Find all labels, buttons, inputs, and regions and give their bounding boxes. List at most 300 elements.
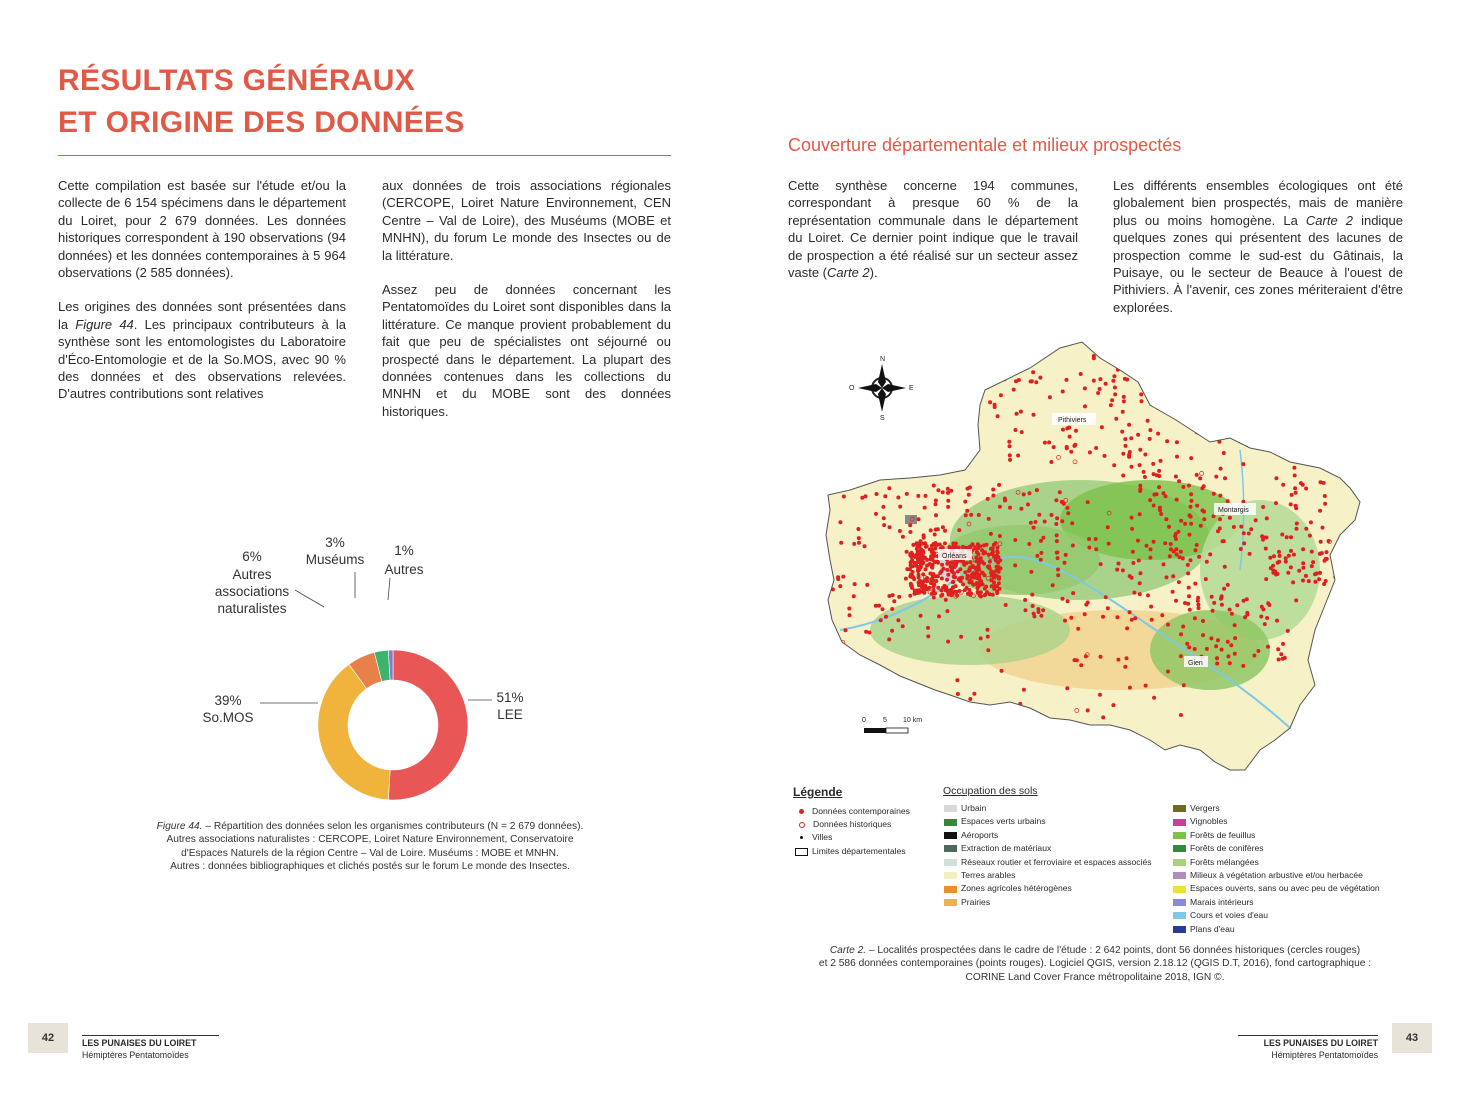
map-point: [1233, 636, 1237, 640]
map-point: [1050, 513, 1054, 517]
map-point: [945, 568, 949, 572]
map-point: [968, 580, 972, 584]
map-point: [1086, 601, 1090, 605]
map-point: [1107, 542, 1111, 546]
map-point: [922, 588, 926, 592]
map-point: [1028, 491, 1032, 495]
map-point: [1136, 433, 1140, 437]
map-point: [991, 593, 995, 597]
map-point: [1228, 516, 1232, 520]
map-point: [1037, 610, 1041, 614]
map-point: [1031, 370, 1035, 374]
map-point: [1019, 410, 1023, 414]
map-point: [1157, 474, 1161, 478]
map-point: [993, 714, 997, 718]
map-point: [1148, 556, 1152, 560]
figure-reference: Figure 44: [75, 316, 134, 332]
map-point: [1214, 475, 1218, 479]
map-point: [931, 572, 935, 576]
map-point: [905, 550, 909, 554]
map-point: [931, 558, 935, 562]
map-point: [1113, 357, 1117, 361]
footer-title-right: LES PUNAISES DU LOIRET: [1263, 1038, 1378, 1048]
map-point: [848, 483, 852, 487]
map-point: [1047, 440, 1051, 444]
map-point: [983, 593, 987, 597]
map-point: [1116, 658, 1120, 662]
map-point: [925, 558, 929, 562]
map-point: [959, 635, 963, 639]
map-point: [1056, 568, 1060, 572]
map-point: [1123, 665, 1127, 669]
map-point: [890, 629, 894, 633]
map-point: [1087, 546, 1091, 550]
map-point: [1168, 554, 1172, 558]
map-point: [952, 575, 956, 579]
map-caption: Carte 2. – Localités prospectées dans le cadre de l'étude : 2 642 points, dont 56 données historiques (cercles rouges) et 2 586 données contemporaines (points rouges). Logiciel QGIS, version 2.18.12 (QGIS D.T, 2016), fond cartographique : CORINE Land Cover France métropolitaine 2018, IGN ©.: [818, 945, 1372, 983]
legend-label: Extraction de matériaux: [961, 843, 1052, 854]
map-point: [943, 541, 947, 545]
map-point: [914, 553, 918, 557]
map-point: [1123, 437, 1127, 441]
map-point: [988, 400, 992, 404]
map-point: [1138, 512, 1142, 516]
map-point: [1193, 647, 1197, 651]
map-point: [985, 590, 989, 594]
map-point: [833, 639, 837, 643]
map-point: [1179, 713, 1183, 717]
map-point: [1130, 465, 1134, 469]
map-point: [1058, 490, 1062, 494]
map-point: [1072, 444, 1076, 448]
map-point: [938, 543, 942, 547]
map-point: [1162, 491, 1166, 495]
map-point: [1156, 432, 1160, 436]
map-point: [838, 584, 842, 588]
map-point: [986, 635, 990, 639]
map-point: [1130, 516, 1134, 520]
map-point: [844, 628, 848, 632]
land-use-legend-item: [944, 883, 1072, 894]
map-point: [977, 566, 981, 570]
map-point: [934, 513, 938, 517]
map-point: [977, 573, 981, 577]
slice-label: Autres: [384, 562, 424, 577]
legend-swatch: [1173, 926, 1186, 933]
map-point: [1029, 521, 1033, 525]
map-point: [990, 547, 994, 551]
map-point: [1179, 632, 1183, 636]
map-point: [1061, 428, 1065, 432]
map-point: [926, 626, 930, 630]
map-point: [1143, 475, 1147, 479]
map-point: [1152, 365, 1156, 369]
legend-label: Zones agricoles hétérogènes: [961, 883, 1072, 894]
map-point: [1242, 541, 1246, 545]
map-point: [940, 577, 944, 581]
slice-label: Autres: [232, 567, 272, 582]
map-point: [1311, 560, 1315, 564]
map-point: [1124, 356, 1128, 360]
map-point: [980, 560, 984, 564]
map-point: [896, 618, 900, 622]
map-point: [1236, 429, 1240, 433]
map-point: [1289, 502, 1293, 506]
map-point: [1162, 562, 1166, 566]
legend-label: Prairies: [961, 896, 991, 907]
map-point: [1104, 595, 1108, 599]
map-point: [1054, 498, 1058, 502]
map-point: [1039, 558, 1043, 562]
map-point: [1181, 625, 1185, 629]
map-point: [1199, 524, 1203, 528]
map-point: [1123, 377, 1127, 381]
map-point: [1289, 535, 1293, 539]
map-point: [1226, 640, 1230, 644]
map-point: [1008, 444, 1012, 448]
map-point: [1183, 601, 1187, 605]
paragraph: Cette synthèse concerne 194 communes, correspondant à presque 60 % de la représentation communale dans le département du Loiret. Ce dernier point indique que le travail de prospection a été réalisé sur un secteur assez vaste (Carte 2).: [788, 178, 1078, 281]
map-point: [1034, 380, 1038, 384]
map-point: [1193, 616, 1197, 620]
map-point: [956, 570, 960, 574]
map-point: [875, 492, 879, 496]
map-point: [1054, 522, 1058, 526]
map-point: [1175, 552, 1179, 556]
map-point: [987, 517, 991, 521]
map-point: [1286, 571, 1290, 575]
map-point: [1229, 643, 1233, 647]
map-point: [919, 614, 923, 618]
map-point: [963, 588, 967, 592]
map-point: [1195, 504, 1199, 508]
map-point: [1239, 525, 1243, 529]
map-point: [1061, 597, 1065, 601]
land-use-legend-item: [1173, 910, 1268, 921]
map-point: [1157, 399, 1161, 403]
map-point: [1151, 462, 1155, 466]
map-point: [1052, 445, 1056, 449]
map-point: [1138, 463, 1142, 467]
legend-label: Forêts de feuillus: [1190, 829, 1256, 840]
map-point: [1218, 494, 1222, 498]
map-point: [1043, 520, 1047, 524]
map-point: [1012, 706, 1016, 710]
map-point: [1140, 399, 1144, 403]
map-point: [924, 567, 928, 571]
map-point: [996, 709, 1000, 713]
map-point: [1266, 645, 1270, 649]
map-point: [1248, 552, 1252, 556]
map-point: [1313, 580, 1317, 584]
map-point: [910, 586, 914, 590]
map-point: [897, 595, 901, 599]
map-point: [1177, 580, 1181, 584]
map-point: [1317, 577, 1321, 581]
map-point: [1142, 470, 1146, 474]
map-point: [1138, 581, 1142, 585]
map-point: [901, 624, 905, 628]
map-point: [1186, 563, 1190, 567]
legend-swatch: [1173, 899, 1186, 906]
map-point: [1148, 437, 1152, 441]
map-point: [1066, 511, 1070, 515]
map-point: [1128, 574, 1132, 578]
map-point: [1319, 540, 1323, 544]
map-point: [1174, 532, 1178, 536]
map-point: [1157, 485, 1161, 489]
map-point: [887, 486, 891, 490]
map-point: [937, 614, 941, 618]
map-point: [1220, 603, 1224, 607]
map-point: [951, 542, 955, 546]
legend-title: Légende: [793, 785, 843, 799]
map-point: [1138, 487, 1142, 491]
map-point: [1128, 686, 1132, 690]
legend-swatch: [944, 845, 957, 852]
map-point: [1148, 380, 1152, 384]
legend-item-contemporary: Données contemporaines: [797, 806, 910, 817]
map-point: [1144, 684, 1148, 688]
map-point: [1147, 387, 1151, 391]
map-point: [1265, 536, 1269, 540]
map-point: [1160, 613, 1164, 617]
map-point: [996, 546, 1000, 550]
map-point: [1056, 573, 1060, 577]
map-point: [945, 578, 949, 582]
map-point: [1125, 656, 1129, 660]
map-point: [946, 589, 950, 593]
map-point: [931, 578, 935, 582]
map-point: [1131, 561, 1135, 565]
legend-label: Espaces ouverts, sans ou avec peu de végétation: [1190, 883, 1380, 894]
map-point: [1219, 467, 1223, 471]
map-point: [940, 563, 944, 567]
map-point: [1000, 669, 1004, 673]
scale-bar: [862, 717, 922, 733]
map-point: [1086, 500, 1090, 504]
map-point: [1060, 500, 1064, 504]
map-point: [1293, 474, 1297, 478]
slice-label: 3%: [325, 535, 345, 550]
map-point: [1287, 554, 1291, 558]
map-point: [932, 484, 936, 488]
map-point: [1115, 615, 1119, 619]
legend-swatch: [944, 859, 957, 866]
map-point: [1272, 554, 1276, 558]
map-point: [1041, 608, 1045, 612]
map-point: [1284, 556, 1288, 560]
paragraph: Les origines des données sont présentées dans la Figure 44. Les principaux contributeurs à la synthèse sont les entomologistes du Laboratoire d'Éco-Entomologie et de la So.MOS, avec 90 % des données et des observations relevées. D'autres contributions sont relatives: [58, 299, 347, 402]
map-point: [1043, 441, 1047, 445]
map-point: [1323, 502, 1327, 506]
map-point: [933, 547, 937, 551]
map-point: [1007, 440, 1011, 444]
legend-swatch: [944, 886, 957, 893]
map-point: [936, 561, 940, 565]
map-point: [1098, 693, 1102, 697]
map-point: [1228, 608, 1232, 612]
map-point: [976, 557, 980, 561]
donut-slice: [318, 664, 390, 800]
page-number-right: 43: [1392, 1023, 1432, 1053]
map-point: [1138, 592, 1142, 596]
map-point: [924, 494, 928, 498]
map-point: [999, 393, 1003, 397]
map-point: [1066, 506, 1070, 510]
map-point: [1196, 596, 1200, 600]
map-point: [863, 544, 867, 548]
map-point: [1088, 450, 1092, 454]
map-point: [990, 552, 994, 556]
map-point: [1113, 392, 1117, 396]
map-point: [1182, 683, 1186, 687]
leader-line: [388, 578, 390, 600]
map-point: [1039, 614, 1043, 618]
map-point: [930, 564, 934, 568]
city-label: Gien: [1188, 660, 1203, 667]
map-point: [1158, 508, 1162, 512]
map-point: [1073, 658, 1077, 662]
map-point: [916, 556, 920, 560]
map-point: [1086, 708, 1090, 712]
map-point: [1079, 663, 1083, 667]
land-use-legend-item: [1173, 830, 1255, 841]
map-point: [1188, 533, 1192, 537]
map-point: [1165, 439, 1169, 443]
map-point: [881, 607, 885, 611]
map-point: [1202, 510, 1206, 514]
map-point: [1198, 476, 1202, 480]
map-point: [949, 561, 953, 565]
map-point: [946, 499, 950, 503]
map-point: [1121, 452, 1125, 456]
map-point: [998, 534, 1002, 538]
map-point: [963, 500, 967, 504]
map-point: [1137, 559, 1141, 563]
map-point: [1094, 537, 1098, 541]
map-point: [1038, 376, 1042, 380]
map-point: [1249, 527, 1253, 531]
map-point: [1032, 526, 1036, 530]
land-use-legend-item: [1173, 857, 1259, 868]
map-point: [991, 494, 995, 498]
footer-subtitle-left: Hémiptères Pentatomoïdes: [82, 1050, 189, 1060]
map-point: [1039, 551, 1043, 555]
map-point: [905, 492, 909, 496]
map-point: [946, 640, 950, 644]
map-point: [1301, 547, 1305, 551]
map-point: [1145, 544, 1149, 548]
map-point: [1291, 580, 1295, 584]
map-point: [1277, 658, 1281, 662]
map-point: [1023, 598, 1027, 602]
footer-title-left: LES PUNAISES DU LOIRET: [82, 1038, 197, 1048]
map-point: [997, 581, 1001, 585]
map-point: [857, 541, 861, 545]
map-point: [1101, 715, 1105, 719]
map-point: [841, 575, 845, 579]
map-point: [1226, 654, 1230, 658]
city-label: Pithiviers: [1058, 417, 1087, 424]
map-point: [887, 637, 891, 641]
land-use-legend-item: [1173, 883, 1380, 894]
map-point: [969, 575, 973, 579]
map-point: [1114, 417, 1118, 421]
map-point: [1211, 609, 1215, 613]
map-point: [992, 581, 996, 585]
map-point: [1222, 451, 1226, 455]
map-point: [1189, 456, 1193, 460]
map-point: [1189, 558, 1193, 562]
map-point: [941, 586, 945, 590]
map-point: [1141, 373, 1145, 377]
map-point: [927, 586, 931, 590]
map-point: [1299, 481, 1303, 485]
map-point: [1149, 547, 1153, 551]
map-point: [917, 517, 921, 521]
land-use-legend-item: [1173, 870, 1363, 881]
map-point: [1098, 377, 1102, 381]
map-point: [1152, 504, 1156, 508]
map-point: [991, 488, 995, 492]
map-point: [892, 599, 896, 603]
map-point: [1181, 485, 1185, 489]
map-point: [1136, 539, 1140, 543]
svg-text:0: 0: [862, 717, 866, 724]
paragraph: Les différents ensembles écologiques ont été globalement bien prospectés, mais de manière plus ou moins homogène. La Carte 2 indique quelques zones qui présentent des lacunes de prospection comme le sud-est du Gâtinais, la Puisaye, ou le secteur de Beauce à l'ouest de Pithiviers. À l'avenir, ces zones mériteraient d'être explorées.: [1113, 178, 1404, 315]
map-point: [1220, 596, 1224, 600]
map-point: [987, 564, 991, 568]
map-point: [901, 535, 905, 539]
right-column-2: [1113, 177, 1403, 333]
map-point: [1146, 593, 1150, 597]
map-point: [1292, 553, 1296, 557]
map-point: [1233, 652, 1237, 656]
title-line-1: RÉSULTATS GÉNÉRAUX: [58, 64, 416, 97]
map-point: [888, 525, 892, 529]
map-point: [1264, 547, 1268, 551]
svg-text:5: 5: [883, 717, 887, 724]
map-point: [1187, 645, 1191, 649]
map-point: [852, 542, 856, 546]
map-point: [946, 487, 950, 491]
map-point: [1179, 654, 1183, 658]
map-point: [1084, 726, 1088, 730]
map-point: [1130, 527, 1134, 531]
map-point: [1122, 395, 1126, 399]
map-point: [1327, 539, 1331, 543]
svg-text:10 km: 10 km: [903, 717, 923, 724]
map-point: [968, 697, 972, 701]
map-point: [1019, 507, 1023, 511]
legend-label: Vignobles: [1190, 816, 1228, 827]
map-point: [1065, 378, 1069, 382]
map-point: [992, 543, 996, 547]
map-point: [1279, 652, 1283, 656]
map-point: [1177, 479, 1181, 483]
map-point: [1003, 499, 1007, 503]
map-point: [1063, 619, 1067, 623]
map-point: [1179, 550, 1183, 554]
map-point: [1175, 440, 1179, 444]
map-point: [898, 505, 902, 509]
map-point: [1110, 398, 1114, 402]
map-point: [914, 564, 918, 568]
map-point: [1034, 520, 1038, 524]
map-point: [978, 544, 982, 548]
map-point: [1128, 610, 1132, 614]
